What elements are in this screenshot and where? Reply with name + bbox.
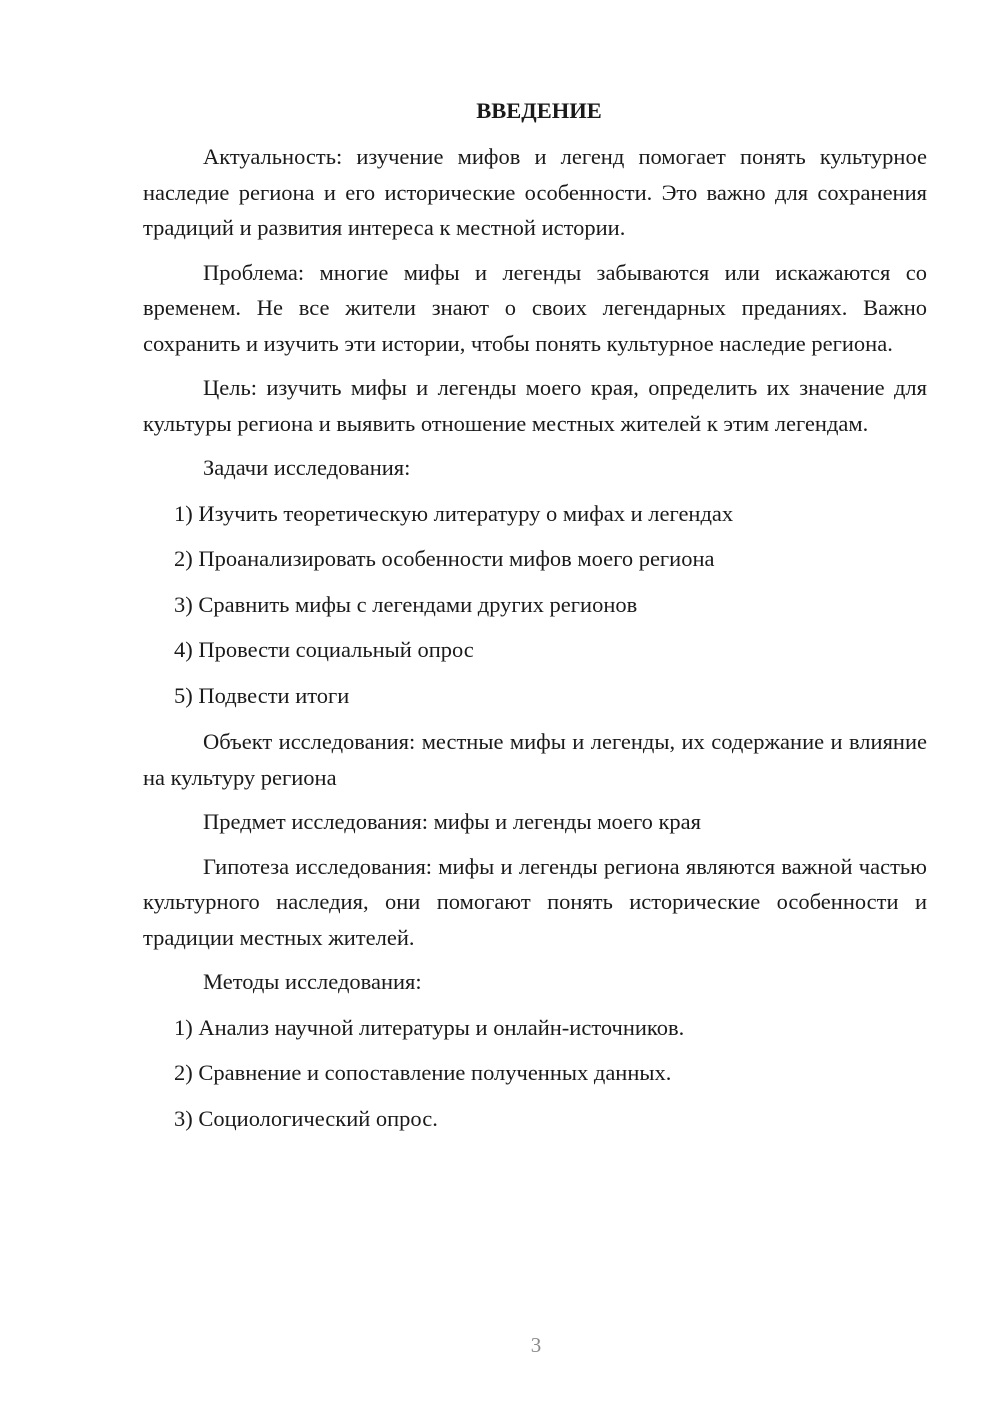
document-page bbox=[143, 96, 927, 1146]
list-item: 5) Подвести итоги bbox=[174, 682, 350, 708]
list-item: 3) Сравнить мифы с легендами других регионов bbox=[174, 591, 638, 617]
relevance-paragraph: Актуальность: изучение мифов и легенд помогает понять культурное наследие региона и его исторические особенности. Это важно для сохранения традиций и развития интереса к местной истории. bbox=[143, 144, 927, 240]
methods-label: Методы исследования: bbox=[203, 969, 422, 994]
page-number: 3 bbox=[530, 1333, 542, 1357]
list-item: 3) Социологический опрос. bbox=[174, 1105, 438, 1131]
goal-paragraph: Цель: изучить мифы и легенды моего края, определить их значение для культуры региона и выявить отношение местных жителей к этим легендам. bbox=[143, 375, 927, 436]
tasks-label: Задачи исследования: bbox=[203, 455, 411, 480]
tasks-list bbox=[143, 496, 927, 714]
hypothesis-paragraph: Гипотеза исследования: мифы и легенды региона являются важной частью культурного наследия, они помогают понять исторические особенности и традиции местных жителей. bbox=[143, 853, 927, 950]
list-item: 2) Проанализировать особенности мифов моего региона bbox=[174, 546, 715, 571]
section-heading: ВВЕДЕНИЕ bbox=[476, 98, 602, 123]
subject-paragraph: Предмет исследования: мифы и легенды моего края bbox=[203, 809, 702, 834]
problem-paragraph: Проблема: многие мифы и легенды забываются или искажаются со временем. Не все жители знают о своих легендарных преданиях. Важно сохранить и изучить эти истории, чтобы понять культурное наследие региона. bbox=[143, 259, 927, 356]
list-item: 1) Анализ научной литературы и онлайн-источников. bbox=[174, 1014, 685, 1040]
methods-list bbox=[143, 1010, 927, 1137]
object-paragraph: Объект исследования: местные мифы и легенды, их содержание и влияние на культуру региона bbox=[143, 729, 927, 790]
list-item: 4) Провести социальный опрос bbox=[174, 637, 474, 662]
list-item: 1) Изучить теоретическую литературу о мифах и легендах bbox=[174, 500, 734, 526]
list-item: 2) Сравнение и сопоставление полученных данных. bbox=[174, 1060, 672, 1085]
